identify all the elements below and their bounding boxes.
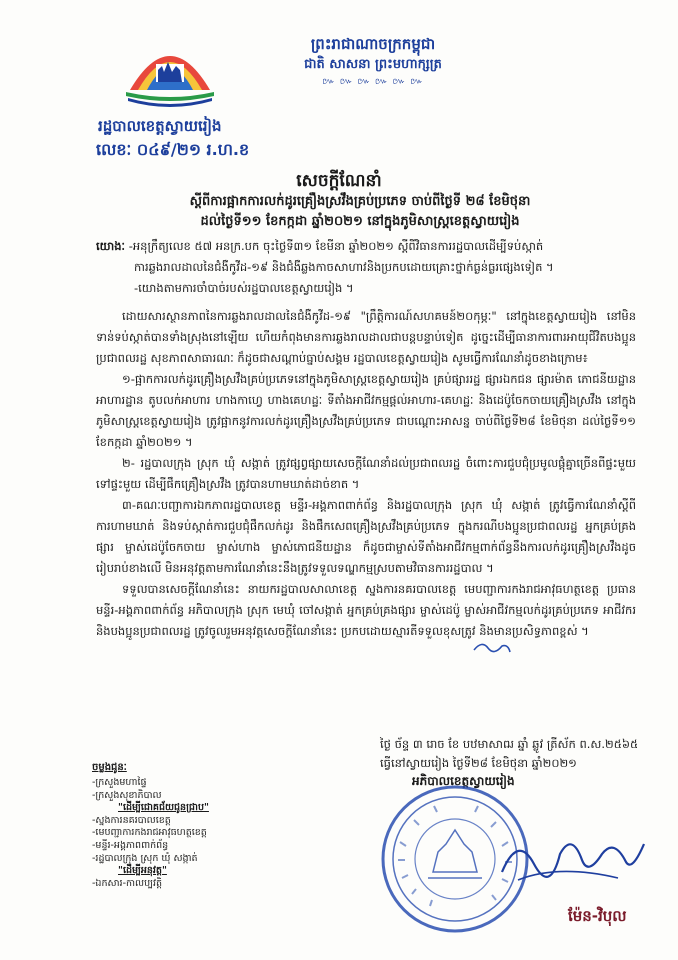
recipient-item: -ក្រសួងមហាផ្ទៃ [92, 777, 147, 788]
reference-label: យោងៈ [96, 239, 126, 253]
paragraph-item-1: ១-ផ្អាកការលក់ដូរគ្រឿងស្រវឹងគ្រប់ប្រភេទនៅក្នុងភូមិសាស្ត្រខេត្តស្វាយរៀង គ្រប់ផ្សាររដ្ឋ ផ្សារឯកជន ផ្សារម៉ាត ភោជនីយដ្ឋាន អាហារដ្ឋាន តូបលក់អាហារ ហាងកាហ្វេ ហាងគេហដ្ឋៈ ទីតាំងអាជីវកម្មផ្តល់អាហារ-គេហដ្ឋៈ និងដេប៉ូចែកចាយគ្រឿងស្រវឹង នៅក្នុងភូមិសាស្ត្រខេត្តស្វាយរៀង ត្រូវផ្អាកនូវការលក់ដូរគ្រឿងស្រវឹងគ្រប់ប្រភេទ ជាបណ្តោះអាសន្ន ចាប់ពីថ្ងៃទី២៨ ខែមិថុនា ដល់ថ្ងៃទី១១ ខែកក្កដា ឆ្នាំ២០២១ ។ [96, 372, 636, 449]
solar-date: ធ្វើនៅស្វាយរៀង ថ្ងៃទី២៨ ខែមិថុនា ឆ្នាំ២០២១ [380, 756, 577, 770]
subject-line-2: ដល់ថ្ងៃទី១១ ខែកក្កដា ឆ្នាំ២០២១ នៅក្នុងភូមិសាស្ត្រខេត្តស្វាយរៀង [200, 214, 520, 229]
paragraph-closing: ទទួលបានសេចក្តីណែនាំនេះ នាយករដ្ឋបាលសាលាខេត្ត ស្នងការនគរបាលខេត្ត មេបញ្ជាការកងរាជអាវុធហត្ថខេត្ត ប្រធានមន្ទីរ-អង្គភាពពាក់ព័ន្ធ អភិបាលក្រុង ស្រុក មេឃុំ ចៅសង្កាត់ អ្នកគ្រប់គ្រងផ្សារ ម្ចាស់ដេប៉ូ ម្ចាស់អាជីវកម្មលក់ដូរគ្រប់ប្រភេទ អាជីវករ និងបងប្អូនប្រជាពលរដ្ឋ ត្រូវចូលរួមអនុវត្តសេចក្តីណែនាំនេះ ប្រកបដោយស្មារតីទទួលខុសត្រូវ និងមានប្រសិទ្ធភាពខ្ពស់ ។ [96, 582, 636, 638]
header-ornament: ៚ ៚ ៚ ៚ ៚ ៚ [322, 77, 424, 87]
recipient-item: -ឯកសារ-កាលប្បវត្តិ [92, 877, 162, 889]
recipients-heading: ចម្លងជូនៈ [92, 762, 127, 773]
issuing-authority: រដ្ឋបាលខេត្តស្វាយរៀង [98, 117, 222, 135]
body-text [96, 306, 636, 642]
reference-block [96, 236, 636, 299]
recipient-item: -ក្រសួងសុខាភិបាល [92, 789, 162, 801]
kingdom-title: ព្រះរាជាណាចក្រកម្ពុជា [310, 35, 436, 53]
lunar-date: ថ្ងៃ ច័ន្ទ ៣ រោច ខែ បឋមាសាឍ ឆ្នាំ ឆ្លូវ ត្រីស័ក ព.ស.២៥៦៥ [380, 737, 639, 751]
document-title: សេចក្តីណែនាំ [296, 171, 382, 191]
recipient-item: -រដ្ឋបាលក្រុង ស្រុក ឃុំ សង្កាត់ [92, 852, 198, 864]
recipient-item: -មេបញ្ជាការកងរាជអាវុធហត្ថខេត្ត [92, 827, 207, 839]
recipients-list [92, 777, 282, 890]
subject-line-1: ស្តីពីការផ្អាកការលក់ដូរគ្រឿងស្រវឹងគ្រប់ប្រភេទ ចាប់ពីថ្ងៃទី ២៨ ខែមិថុនា [189, 194, 531, 209]
signer-name: ម៉ែន-វិបុល [568, 907, 627, 925]
recipient-purpose: "ដើម្បីជោគជ័យជូនជ្រាប" [118, 802, 209, 814]
paragraph-intro: ដោយសារស្ថានភាពនៃការឆ្លងរាលដាលនៃជំងឺកូវីដ-១៩ "ព្រឹត្តិការណ៍សហគមន៍២០កុម្ភៈ" នៅក្នុងខេត្តស្វាយរៀង នៅមិនទាន់ទប់ស្កាត់បានទាំងស្រុងនៅឡើយ ហើយកំពុងមានការឆ្លងរាលដាលជាបន្តបន្ទាប់ទៀត ដូច្នេះដើម្បីធានាការពារអាយុជីវិតបងប្អូនប្រជាពលរដ្ឋ សុខភាពសាធារណៈ ក៏ដូចជាសណ្តាប់ធ្នាប់សង្គម រដ្ឋបាលខេត្តស្វាយរៀង សូមធ្វើការណែនាំដូចខាងក្រោម៖ [96, 309, 636, 365]
reference-text-1: -អនុក្រឹត្យលេខ ៥៧ អនក្រ.បក ចុះថ្ងៃទី៣១ ខែមីនា ឆ្នាំ២០២១ ស្តីពីវិធានការរដ្ឋបាលដើម្បីទប់ស្កាត់ [128, 239, 544, 253]
recipient-purpose: "ដើម្បីអនុវត្ត" [118, 865, 167, 877]
signatory-title: អភិបាលខេត្តស្វាយរៀង [412, 774, 515, 788]
handwritten-signature-icon [498, 824, 648, 894]
paragraph-item-3: ៣-គណៈបញ្ជាការឯកភាពរដ្ឋបាលខេត្ត មន្ទីរ-អង្គភាពពាក់ព័ន្ធ និងរដ្ឋបាលក្រុង ស្រុក ឃុំ សង្កាត់ ត្រូវធ្វើការណែនាំស្តីពីការហាមឃាត់ និងទប់ស្កាត់ការជួបជុំផឹកលក់ដូរ និងផឹកសេពគ្រឿងស្រវឹងគ្រប់ប្រភេទ ក្នុងករណីបងប្អូនប្រជាពលរដ្ឋ អ្នកគ្រប់គ្រងផ្សារ ម្ចាស់ដេប៉ូចែកចាយ ម្ចាស់ហាង ម្ចាស់ភោជនីយដ្ឋាន ក៏ដូចជាម្ចាស់ទីតាំងអាជីវកម្មពាក់ព័ន្ធនឹងការលក់ដូរគ្រឿងស្រវឹងដូចរៀបរាប់ខាងលើ មិនអនុវត្តតាមការណែនាំនេះនឹងត្រូវទទួលទណ្ឌកម្មស្របតាមវិធានការរដ្ឋបាល ។ [96, 498, 636, 575]
recipient-item: -ស្នងការនគរបាលខេត្ត [92, 814, 171, 826]
recipient-item: -មន្ទីរ-អង្គភាពពាក់ព័ន្ធ [92, 839, 169, 851]
reference-number: លេខៈ ០៤៩/២១ រ.ហ.ខ [96, 140, 250, 159]
reference-line-1 [96, 236, 636, 257]
reference-line-3: -យោងតាមការចាំបាច់របស់រដ្ឋបាលខេត្តស្វាយរៀង ។ [134, 281, 354, 295]
document-subject [100, 192, 620, 232]
initial-mark-icon [472, 638, 512, 656]
reference-line-2: ការឆ្លងរាលដាលនៃជំងឺកូវីដ-១៩ និងជំងឺឆ្លងកាចសាហាវនិងប្រកបដោយគ្រោះថ្នាក់ធ្ងន់ធ្ងរផ្សេងទៀត ។ [134, 260, 554, 274]
paragraph-item-2: ២- រដ្ឋបាលក្រុង ស្រុក ឃុំ សង្កាត់ ត្រូវផ្សព្វផ្សាយសេចក្តីណែនាំដល់ប្រជាពលរដ្ឋ ចំពោះការជួបជុំប្រមូលផ្តុំគ្នាច្រើនពីផ្ទះមួយទៅផ្ទះមួយ ដើម្បីផឹកគ្រឿងស្រវឹង ត្រូវបានហាមឃាត់ដាច់ខាត ។ [96, 456, 636, 491]
provincial-emblem-logo [120, 28, 220, 114]
national-motto: ជាតិ សាសនា ព្រះមហាក្សត្រ [304, 57, 442, 72]
